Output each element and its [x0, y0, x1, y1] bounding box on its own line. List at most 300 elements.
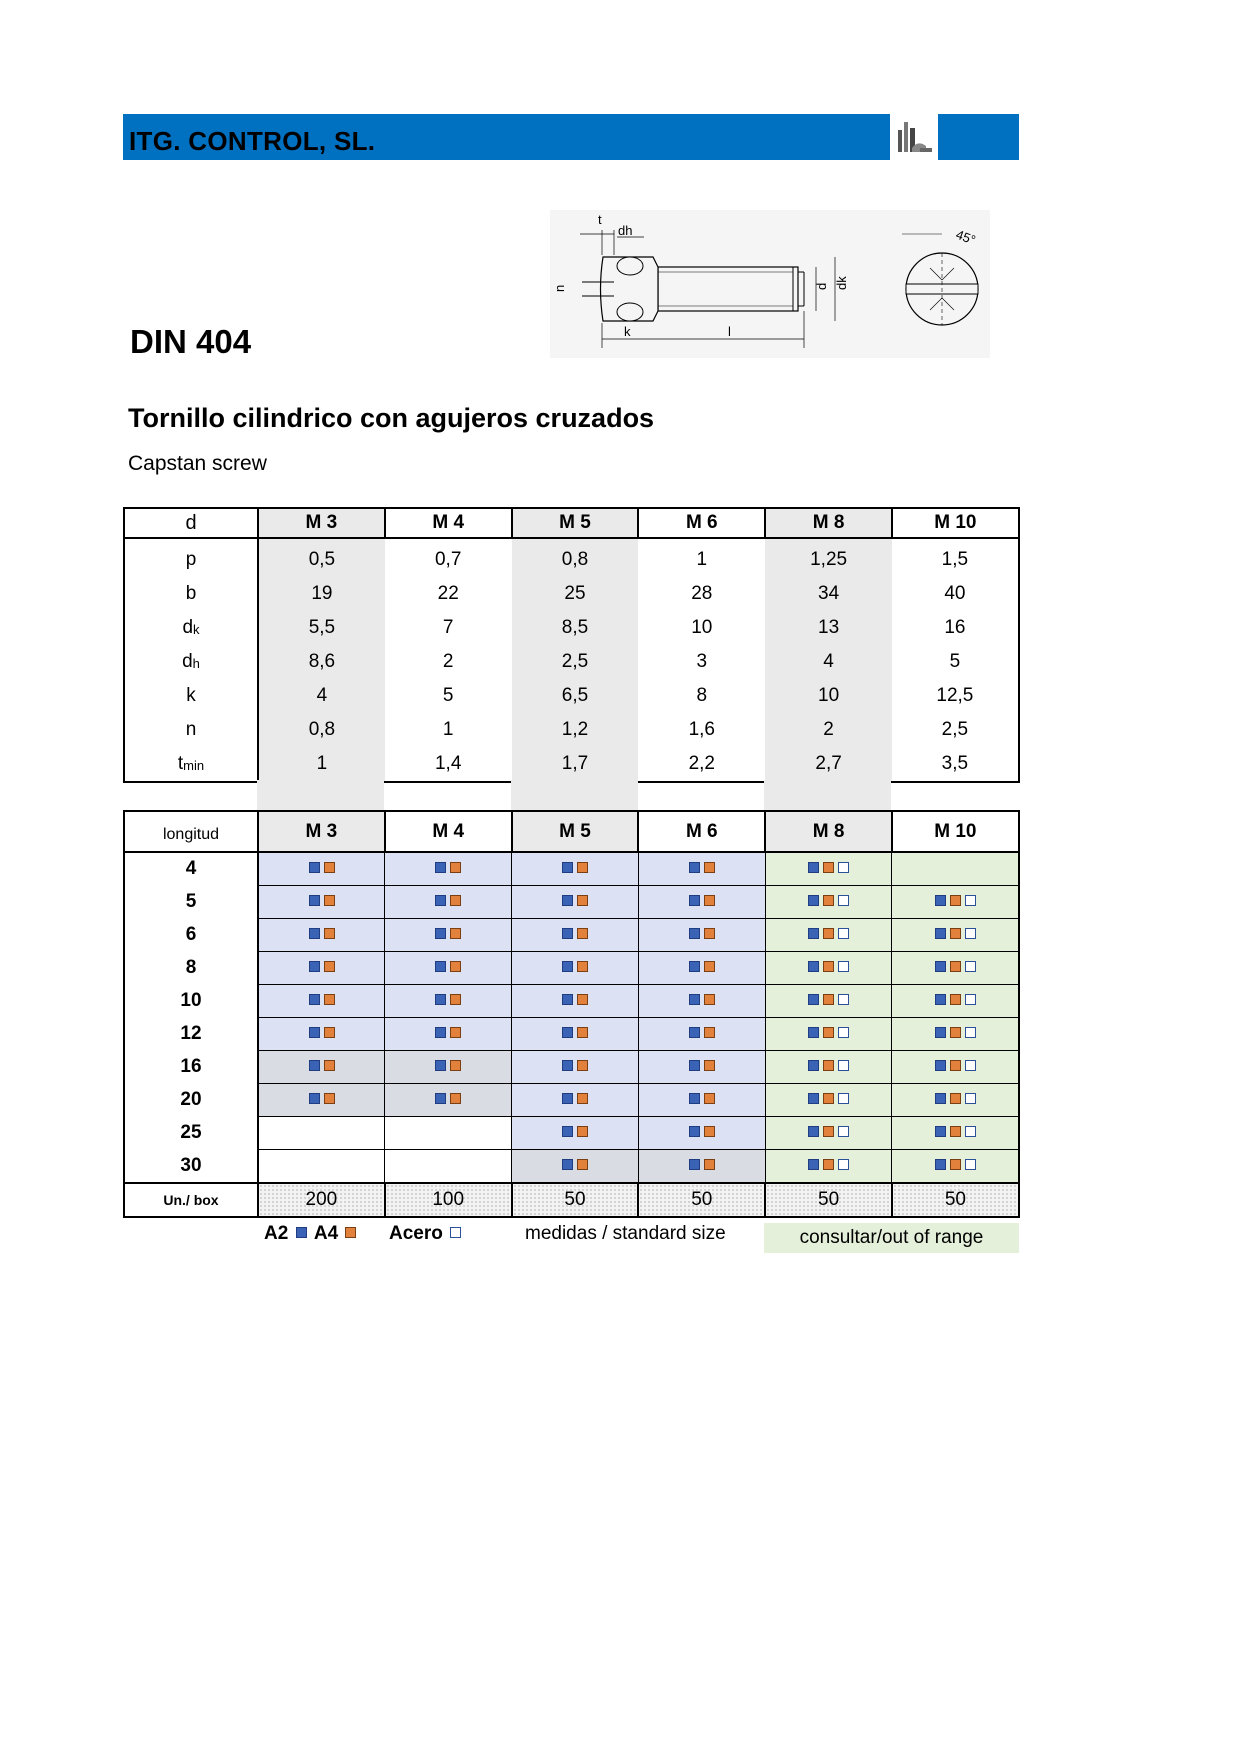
availability-cell — [638, 1018, 765, 1051]
a4-square-icon — [577, 862, 588, 873]
box-quantity: 50 — [638, 1183, 765, 1217]
availability-cell — [765, 919, 892, 952]
a2-square-icon — [562, 1159, 573, 1170]
a2-square-icon — [808, 961, 819, 972]
a2-square-icon — [309, 1027, 320, 1038]
availability-cell — [258, 1051, 385, 1084]
acero-square-icon — [838, 928, 849, 939]
a4-square-icon — [577, 1159, 588, 1170]
a4-square-icon — [704, 1159, 715, 1170]
dimension-value: 1 — [696, 549, 708, 570]
dimension-symbol: k — [186, 685, 196, 706]
dimension-symbol: t — [177, 753, 184, 774]
a4-square-icon — [324, 994, 335, 1005]
length-value: 16 — [124, 1051, 258, 1084]
dimension-value: 1,4 — [434, 753, 462, 774]
a4-square-icon — [577, 1060, 588, 1071]
availability-cell — [765, 1117, 892, 1150]
a4-square-icon — [450, 928, 461, 939]
availability-cell — [512, 919, 639, 952]
dimension-symbol: b — [185, 583, 197, 604]
drawing-label-d: d — [814, 282, 829, 290]
availability-cell — [258, 985, 385, 1018]
a4-square-icon — [950, 1060, 961, 1071]
a4-square-icon — [450, 961, 461, 972]
dimension-subscript: h — [192, 656, 200, 671]
size-header: M 5 — [512, 811, 639, 852]
dimension-value: 34 — [765, 577, 892, 611]
a2-square-icon — [935, 1126, 946, 1137]
dimension-row — [124, 611, 1019, 645]
box-quantity: 50 — [892, 1183, 1019, 1217]
a4-square-icon — [823, 994, 834, 1005]
a2-square-icon — [689, 1159, 700, 1170]
a2-square-icon — [808, 1027, 819, 1038]
dimension-value: 8,6 — [258, 645, 385, 679]
a2-square-icon — [562, 1126, 573, 1137]
length-value: 25 — [124, 1117, 258, 1150]
availability-cell — [892, 952, 1019, 985]
dimension-row — [124, 679, 1019, 713]
acero-square-icon — [965, 994, 976, 1005]
availability-cell — [512, 1084, 639, 1117]
size-header: M 4 — [385, 811, 512, 852]
acero-square-icon — [965, 895, 976, 906]
dimension-value: 3,5 — [941, 753, 969, 774]
availability-cell — [385, 852, 512, 886]
availability-cell — [258, 1117, 385, 1150]
drawing-label-k: k — [624, 324, 631, 339]
a2-square-icon — [808, 1126, 819, 1137]
acero-square-icon — [965, 1093, 976, 1104]
a2-square-icon — [309, 862, 320, 873]
availability-cell — [385, 1117, 512, 1150]
column-shading — [257, 780, 384, 810]
availability-cell — [892, 1117, 1019, 1150]
length-row — [124, 1051, 1019, 1084]
size-header: M 3 — [258, 811, 385, 852]
dimension-value: 2,5 — [941, 719, 969, 740]
acero-square-icon — [838, 994, 849, 1005]
acero-square-icon — [838, 862, 849, 873]
dimension-value: 6,5 — [512, 679, 639, 713]
a2-square-icon — [309, 928, 320, 939]
dimension-value: 1,7 — [512, 747, 639, 782]
a4-square-icon — [450, 895, 461, 906]
a2-square-icon — [808, 994, 819, 1005]
standard-code: DIN 404 — [130, 323, 252, 360]
a2-square-icon — [435, 1027, 446, 1038]
availability-cell — [258, 1018, 385, 1051]
a2-square-icon — [296, 1227, 307, 1238]
availability-cell — [765, 852, 892, 886]
length-value: 4 — [124, 852, 258, 886]
legend-out-of-range: consultar/out of range — [764, 1223, 1019, 1253]
a2-square-icon — [935, 1093, 946, 1104]
a4-square-icon — [577, 928, 588, 939]
dimension-value: 13 — [765, 611, 892, 645]
length-value: 8 — [124, 952, 258, 985]
dimension-value: 1,2 — [512, 713, 639, 747]
length-row — [124, 886, 1019, 919]
size-header: M 6 — [638, 508, 765, 538]
availability-cell — [638, 919, 765, 952]
availability-cell — [512, 852, 639, 886]
box-quantity: 200 — [258, 1183, 385, 1217]
a4-square-icon — [324, 1027, 335, 1038]
availability-cell — [892, 919, 1019, 952]
a2-square-icon — [808, 928, 819, 939]
dimension-value: 8 — [696, 685, 708, 706]
availability-cell — [258, 852, 385, 886]
a2-square-icon — [562, 1027, 573, 1038]
acero-square-icon — [965, 928, 976, 939]
availability-cell — [765, 1084, 892, 1117]
dimension-value: 12,5 — [936, 685, 974, 706]
a2-square-icon — [689, 1060, 700, 1071]
dimensions-table — [123, 507, 1020, 783]
a4-square-icon — [823, 1159, 834, 1170]
size-header: M 8 — [765, 508, 892, 538]
availability-cell — [892, 1150, 1019, 1184]
length-value: 10 — [124, 985, 258, 1018]
a4-square-icon — [324, 961, 335, 972]
size-header: M 10 — [892, 811, 1019, 852]
dimension-value: 0,5 — [258, 538, 385, 577]
a2-square-icon — [689, 862, 700, 873]
dimension-label — [124, 577, 258, 611]
dimension-label — [124, 713, 258, 747]
acero-square-icon — [965, 1159, 976, 1170]
a2-square-icon — [435, 895, 446, 906]
a2-square-icon — [435, 928, 446, 939]
a4-square-icon — [704, 1027, 715, 1038]
a4-square-icon — [823, 1126, 834, 1137]
a4-square-icon — [950, 994, 961, 1005]
availability-cell — [765, 886, 892, 919]
a4-square-icon — [450, 1093, 461, 1104]
a2-square-icon — [435, 994, 446, 1005]
a4-square-icon — [823, 895, 834, 906]
dimension-value: 1,6 — [688, 719, 715, 740]
dimension-value: 7 — [442, 617, 454, 638]
a4-square-icon — [704, 1126, 715, 1137]
availability-cell — [765, 952, 892, 985]
size-header: M 5 — [512, 508, 639, 538]
dimension-label — [124, 611, 258, 645]
dimensions-header-row — [124, 508, 1019, 538]
legend-a4-label: A4 — [313, 1223, 339, 1244]
a2-square-icon — [435, 961, 446, 972]
length-row — [124, 919, 1019, 952]
a2-square-icon — [935, 1027, 946, 1038]
availability-cell — [892, 1051, 1019, 1084]
dimension-subscript: min — [183, 758, 205, 773]
screw-technical-drawing — [550, 210, 990, 358]
a4-square-icon — [324, 928, 335, 939]
company-name: ITG. CONTROL, SL. — [129, 126, 376, 156]
dimension-value: 5 — [949, 651, 961, 672]
availability-cell — [765, 1051, 892, 1084]
a4-square-icon — [704, 994, 715, 1005]
length-value: 6 — [124, 919, 258, 952]
dimension-value: 2 — [765, 713, 892, 747]
a2-square-icon — [309, 994, 320, 1005]
a2-square-icon — [689, 895, 700, 906]
a4-square-icon — [823, 862, 834, 873]
availability-cell — [638, 1150, 765, 1184]
a4-square-icon — [704, 928, 715, 939]
a2-square-icon — [309, 1093, 320, 1104]
dimension-value: 1 — [442, 719, 454, 740]
a2-square-icon — [935, 961, 946, 972]
a2-square-icon — [689, 961, 700, 972]
a2-square-icon — [808, 895, 819, 906]
a2-square-icon — [435, 862, 446, 873]
availability-table — [123, 810, 1020, 1218]
availability-cell — [892, 1084, 1019, 1117]
a4-square-icon — [823, 1027, 834, 1038]
a2-square-icon — [562, 1093, 573, 1104]
dimensions-header-label: d — [124, 508, 258, 538]
dimension-row — [124, 538, 1019, 577]
dimension-row — [124, 747, 1019, 782]
availability-cell — [638, 886, 765, 919]
a4-square-icon — [577, 1126, 588, 1137]
availability-cell — [765, 1150, 892, 1184]
drawing-label-l: l — [728, 324, 731, 339]
dimension-value: 16 — [944, 617, 966, 638]
a2-square-icon — [435, 1093, 446, 1104]
size-header: M 3 — [258, 508, 385, 538]
length-row — [124, 952, 1019, 985]
availability-cell — [385, 1051, 512, 1084]
dimension-value: 5,5 — [258, 611, 385, 645]
column-shading — [511, 780, 638, 810]
availability-header-row — [124, 811, 1019, 852]
a4-square-icon — [823, 928, 834, 939]
a2-square-icon — [689, 1126, 700, 1137]
dimension-value: 5 — [442, 685, 454, 706]
box-quantity: 50 — [512, 1183, 639, 1217]
a2-square-icon — [935, 1159, 946, 1170]
a4-square-icon — [704, 1060, 715, 1071]
length-row — [124, 1150, 1019, 1184]
a4-square-icon — [950, 1159, 961, 1170]
a2-square-icon — [935, 895, 946, 906]
availability-cell — [638, 985, 765, 1018]
a4-square-icon — [950, 895, 961, 906]
a4-square-icon — [324, 1093, 335, 1104]
availability-cell — [385, 952, 512, 985]
legend-standard-size: medidas / standard size — [525, 1223, 726, 1244]
column-shading — [764, 780, 891, 810]
dimension-value: 3 — [696, 651, 708, 672]
box-quantity: 50 — [765, 1183, 892, 1217]
acero-square-icon — [965, 1126, 976, 1137]
a4-square-icon — [704, 862, 715, 873]
a4-square-icon — [950, 961, 961, 972]
dimension-value: 19 — [258, 577, 385, 611]
availability-cell — [512, 1117, 639, 1150]
length-value: 5 — [124, 886, 258, 919]
acero-square-icon — [838, 895, 849, 906]
dimension-value: 1 — [258, 747, 385, 782]
availability-cell — [638, 1051, 765, 1084]
drawing-label-n: n — [552, 284, 567, 292]
availability-cell — [638, 852, 765, 886]
a4-square-icon — [704, 895, 715, 906]
size-header: M 10 — [892, 508, 1019, 538]
a4-square-icon — [577, 994, 588, 1005]
a4-square-icon — [450, 994, 461, 1005]
a4-square-icon — [324, 895, 335, 906]
availability-cell — [512, 1051, 639, 1084]
availability-cell — [258, 1084, 385, 1117]
dimension-value: 4 — [765, 645, 892, 679]
a2-square-icon — [562, 961, 573, 972]
length-value: 20 — [124, 1084, 258, 1117]
dimension-symbol: p — [185, 549, 197, 570]
dimension-row — [124, 713, 1019, 747]
a4-square-icon — [704, 961, 715, 972]
a2-square-icon — [935, 928, 946, 939]
availability-cell — [385, 886, 512, 919]
availability-cell — [385, 1018, 512, 1051]
a2-square-icon — [309, 895, 320, 906]
dimension-symbol: d — [182, 617, 194, 638]
availability-cell — [892, 886, 1019, 919]
product-title-en: Capstan screw — [128, 452, 267, 475]
a2-square-icon — [935, 1060, 946, 1071]
dimension-label — [124, 538, 258, 577]
a4-square-icon — [450, 1060, 461, 1071]
availability-cell — [258, 952, 385, 985]
availability-cell — [512, 1018, 639, 1051]
legend-a2-label: A2 — [264, 1223, 289, 1244]
acero-square-icon — [965, 961, 976, 972]
box-quantity-row — [124, 1183, 1019, 1217]
a2-square-icon — [808, 1093, 819, 1104]
a2-square-icon — [935, 994, 946, 1005]
dimension-row — [124, 577, 1019, 611]
a2-square-icon — [562, 994, 573, 1005]
availability-cell — [385, 1084, 512, 1117]
availability-cell — [258, 886, 385, 919]
a4-square-icon — [324, 1060, 335, 1071]
box-quantity: 100 — [385, 1183, 512, 1217]
availability-cell — [385, 1150, 512, 1184]
a4-square-icon — [823, 1060, 834, 1071]
availability-cell — [638, 952, 765, 985]
a2-square-icon — [808, 862, 819, 873]
a2-square-icon — [808, 1159, 819, 1170]
a2-square-icon — [562, 862, 573, 873]
a4-square-icon — [577, 1027, 588, 1038]
availability-cell — [258, 919, 385, 952]
a4-square-icon — [950, 1093, 961, 1104]
dimension-value: 0,7 — [434, 549, 462, 570]
length-row — [124, 985, 1019, 1018]
dimension-value: 8,5 — [512, 611, 639, 645]
availability-cell — [892, 985, 1019, 1018]
dimension-label — [124, 679, 258, 713]
dimension-value: 40 — [944, 583, 966, 604]
availability-cell — [258, 1150, 385, 1184]
availability-cell — [892, 852, 1019, 886]
a4-square-icon — [823, 961, 834, 972]
length-row — [124, 1117, 1019, 1150]
length-row — [124, 1018, 1019, 1051]
acero-square-icon — [838, 1159, 849, 1170]
a2-square-icon — [562, 928, 573, 939]
availability-cell — [512, 985, 639, 1018]
length-row — [124, 1084, 1019, 1117]
availability-header-label: longitud — [124, 811, 258, 852]
a4-square-icon — [450, 862, 461, 873]
a2-square-icon — [689, 994, 700, 1005]
dimension-value: 28 — [691, 583, 713, 604]
dimension-symbol: d — [182, 651, 193, 672]
drawing-label-dk: dk — [834, 276, 849, 290]
dimension-value: 1,5 — [941, 549, 969, 570]
dimension-value: 2 — [442, 651, 454, 672]
availability-cell — [385, 919, 512, 952]
product-title-es: Tornillo cilindrico con agujeros cruzados — [128, 403, 655, 433]
availability-cell — [765, 1018, 892, 1051]
dimension-value: 0,8 — [258, 713, 385, 747]
availability-cell — [512, 952, 639, 985]
dimension-value: 22 — [437, 583, 459, 604]
a2-square-icon — [808, 1060, 819, 1071]
acero-square-icon — [965, 1060, 976, 1071]
length-row — [124, 852, 1019, 886]
a4-square-icon — [345, 1227, 356, 1238]
a2-square-icon — [309, 961, 320, 972]
drawing-label-angle: 45° — [953, 226, 978, 248]
acero-square-icon — [838, 1060, 849, 1071]
availability-cell — [638, 1084, 765, 1117]
acero-square-icon — [838, 961, 849, 972]
availability-cell — [892, 1018, 1019, 1051]
size-header: M 8 — [765, 811, 892, 852]
size-header: M 6 — [638, 811, 765, 852]
a2-square-icon — [435, 1060, 446, 1071]
acero-square-icon — [450, 1227, 461, 1238]
company-logo — [890, 114, 938, 160]
a4-square-icon — [950, 928, 961, 939]
acero-square-icon — [965, 1027, 976, 1038]
dimension-label — [124, 747, 258, 782]
dimension-row — [124, 645, 1019, 679]
a2-square-icon — [562, 1060, 573, 1071]
a4-square-icon — [450, 1027, 461, 1038]
a4-square-icon — [704, 1093, 715, 1104]
acero-square-icon — [838, 1093, 849, 1104]
dimension-value: 25 — [512, 577, 639, 611]
availability-cell — [512, 1150, 639, 1184]
dimension-value: 10 — [765, 679, 892, 713]
a2-square-icon — [562, 895, 573, 906]
availability-cell — [385, 985, 512, 1018]
a2-square-icon — [689, 1093, 700, 1104]
dimension-value: 10 — [691, 617, 713, 638]
length-value: 30 — [124, 1150, 258, 1184]
drawing-label-t: t — [598, 212, 602, 227]
dimension-value: 2,5 — [512, 645, 639, 679]
a2-square-icon — [309, 1060, 320, 1071]
acero-square-icon — [838, 1027, 849, 1038]
